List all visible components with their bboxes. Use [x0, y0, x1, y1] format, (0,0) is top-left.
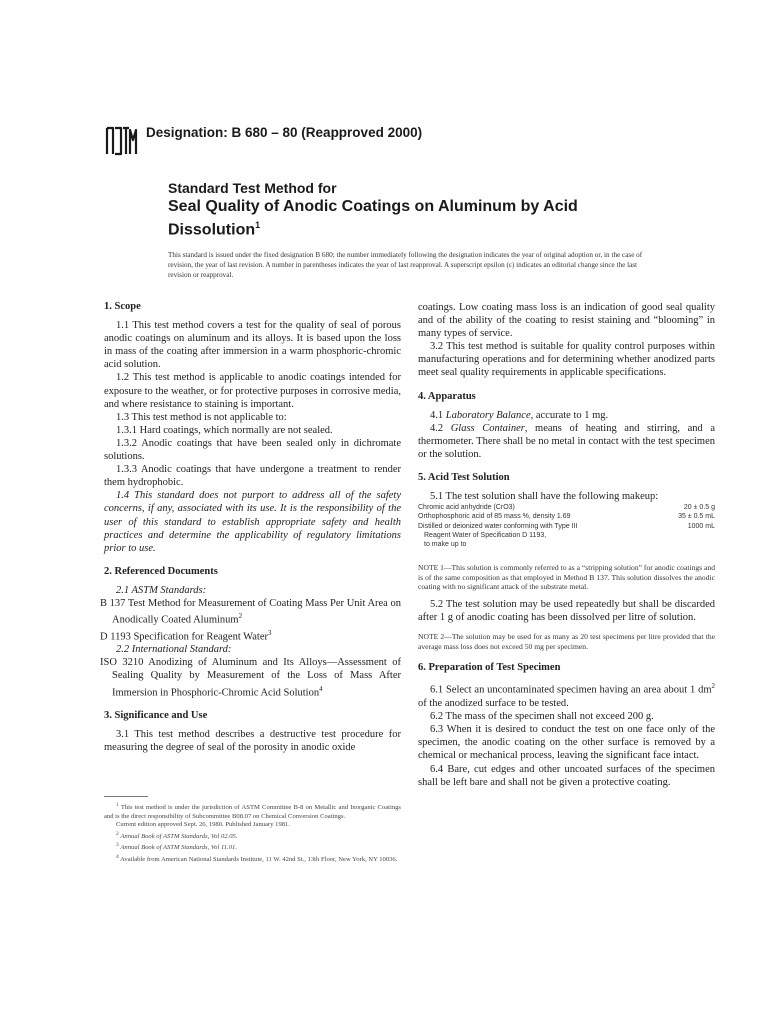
reference-iso3210-mark: 4	[319, 684, 323, 693]
section-3-heading: 3. Significance and Use	[104, 710, 208, 722]
note-2: NOTE 2—The solution may be used for as many as 20 test specimens per litre provided that the average mass loss does not exceed 50 mg per specimen.	[418, 632, 715, 651]
title-footnote-mark: 1	[255, 220, 261, 230]
designation: Designation: B 680 – 80 (Reapproved 2000)	[146, 125, 423, 140]
para-4-2-term: Glass Container	[450, 422, 525, 434]
recipe-value	[672, 531, 715, 549]
footnote-2-mark: 2	[116, 830, 119, 837]
recipe-value: 1000 mL	[687, 522, 715, 530]
recipe-row	[418, 503, 715, 512]
reference-iso3210	[100, 656, 401, 699]
footnote-4	[104, 853, 401, 865]
recipe-row	[418, 522, 715, 531]
title-line-1: Standard Test Method for	[168, 180, 337, 196]
footnote-2	[104, 830, 401, 842]
para-4-1-text: , accurate to 1 mg.	[530, 409, 609, 421]
footnote-4-text: Available from American National Standards Institute, 11 W. 42nd St., 13th Floor, New York, NY 10036.	[120, 856, 398, 864]
astm-logo-icon	[104, 124, 138, 158]
para-1-3: 1.3 This test method is not applicable to:	[116, 411, 287, 423]
footnote-3	[104, 841, 401, 853]
footnote-1	[104, 801, 401, 821]
section-6-heading: 6. Preparation of Test Specimen	[418, 662, 561, 674]
document-title	[168, 180, 638, 239]
para-4-2-number: 4.2	[430, 422, 444, 434]
reference-iso3210-text: ISO 3210 Anodizing of Aluminum and Its Alloys—Assessment of Sealing Quality by Measurement of the Loss of Mass After Immersion in Phosphoric-Chromic Acid Solution	[100, 657, 401, 699]
para-1-3-1: 1.3.1 Hard coatings, which normally are not sealed.	[116, 424, 333, 436]
recipe-value: 35 ± 0.5 mL	[678, 513, 715, 521]
para-4-1	[418, 409, 715, 422]
footnote-2-text: Annual Book of ASTM Standards, Vol 02.05.	[120, 833, 238, 840]
note-1: NOTE 1—This solution is commonly referred to as a “stripping solution” for anodic coatings and is of the same composition as that employed in Method B 137. This solution dissolves the anodic coating with no significant attack of the substrate metal.	[418, 563, 715, 592]
para-4-2	[418, 422, 715, 461]
para-3-1-continued: coatings. Low coating mass loss is an indication of good seal quality and of the ability of the coating to resist staining and “blooming” in many types of service.	[418, 302, 715, 340]
reference-b137-mark: 2	[238, 612, 243, 621]
para-3-2: 3.2 This test method is suitable for quality control purposes within manufacturing operations and for determining whether anodized parts meet seal quality requirements in applicable specifications.	[418, 341, 715, 379]
recipe-row	[418, 512, 715, 521]
para-6-1	[418, 680, 715, 710]
footnote-1-b: Current edition approved Sept. 26, 1980. Published January 1981.	[116, 821, 290, 829]
section-1-heading: 1. Scope	[104, 301, 141, 312]
footnote-1-text: This test method is under the jurisdiction of ASTM Committee B-8 on Metallic and Inorganic Coatings and is the direct responsibility of Subcommittee B08.07 on Chemical Conversion Coatings.	[104, 804, 401, 820]
para-6-1-text-a: 6.1 Select an uncontaminated specimen having an area about 1 dm	[430, 684, 712, 696]
section-4-heading: 4. Apparatus	[418, 390, 476, 402]
recipe-row	[418, 531, 715, 549]
recipe-item: Chromic acid anhydride (CrO3)	[418, 504, 515, 512]
footnotes	[104, 801, 401, 864]
left-column	[100, 300, 401, 865]
para-1-4: 1.4 This standard does not purport to address all of the safety concerns, if any, associated with its use. It is the responsibility of the user of this standard to establish appropriate safety and health practices and determine the applicability of regulatory limitations prior to use.	[104, 490, 401, 554]
para-2-1: 2.1 ASTM Standards:	[116, 584, 207, 596]
section-5-heading: 5. Acid Test Solution	[418, 472, 510, 484]
recipe-value: 20 ± 0.5 g	[683, 504, 715, 512]
reference-b137	[100, 597, 401, 627]
solution-recipe-table	[418, 503, 715, 549]
para-6-1-text-b: of the anodized surface to be tested.	[418, 698, 569, 710]
footnote-rule	[104, 796, 148, 797]
footnote-3-text: Annual Book of ASTM Standards, Vol 11.01.	[120, 844, 237, 852]
para-6-4: 6.4 Bare, cut edges and other uncoated surfaces of the specimen shall be left bare and shall not be given a protective coating.	[418, 763, 715, 788]
intro-paragraph: This standard is issued under the fixed designation B 680; the number immediately following the designation indicates the year of original adoption or, in the case of revision, the year of last revision. A number in parentheses indicates the year of last reapproval. A superscript epsilon (ε) indicates an editorial change since the last revision or reapproval.	[168, 251, 643, 279]
para-5-1: 5.1 The test solution shall have the following makeup:	[430, 491, 659, 503]
right-column	[418, 301, 715, 789]
reference-d1193	[100, 627, 401, 644]
para-4-1-term: Laboratory Balance	[445, 409, 531, 421]
para-1-2: 1.2 This test method is applicable to anodic coatings intended for exposure to the weather, or for protective purposes in corrosive media, and where resistance to staining is important.	[104, 372, 401, 410]
recipe-item: Reagent Water of Specification D 1193, to make up to	[424, 531, 547, 549]
para-1-3-3: 1.3.3 Anodic coatings that have undergone a treatment to render them hydrophobic.	[104, 464, 401, 489]
para-1-3-2: 1.3.2 Anodic coatings that have been sealed only in dichromate solutions.	[104, 437, 401, 463]
reference-d1193-mark: 3	[267, 628, 272, 637]
reference-b137-text: B 137 Test Method for Measurement of Coating Mass Per Unit Area on Anodically Coated Aluminum	[100, 597, 401, 626]
para-6-1-superscript: 2	[711, 682, 715, 691]
reference-d1193-text: D 1193 Specification for Reagent Water	[100, 631, 268, 643]
footnote-4-mark: 4	[116, 854, 119, 860]
para-5-2: 5.2 The test solution may be used repeatedly but shall be discarded after 1 g of anodic coating has been dissolved per litre of solution.	[418, 599, 715, 624]
para-4-2-text: , means of heating and stirring, and a thermometer. There shall be no metal in contact with the test specimen or the solution.	[418, 422, 715, 460]
footnote-1-mark: 1	[116, 802, 119, 809]
para-2-2: 2.2 International Standard:	[116, 644, 232, 656]
section-2-heading: 2. Referenced Documents	[104, 565, 218, 577]
para-1-1: 1.1 This test method covers a test for the quality of seal of porous anodic coatings on aluminum and its alloys. It is based upon the loss in mass of the coating after immersion in a warm phosphoric-chromic acid solution.	[104, 320, 401, 371]
para-4-1-number: 4.1	[430, 409, 444, 421]
para-6-3: 6.3 When it is desired to conduct the test on one face only of the specimen, the anodic coating on the other surface is removed by a chemical or mechanical process, leaving the significant face intact.	[418, 724, 715, 762]
title-line-2	[168, 197, 638, 239]
para-6-2: 6.2 The mass of the specimen shall not exceed 200 g.	[430, 711, 654, 723]
recipe-item: Distilled or deionized water conforming with Type III	[418, 522, 578, 530]
recipe-item: Orthophosphoric acid of 85 mass %, density 1.69	[418, 513, 571, 521]
title-main: Seal Quality of Anodic Coatings on Aluminum by Acid Dissolution	[168, 198, 578, 239]
para-3-1: 3.1 This test method describes a destructive test procedure for measuring the degree of seal of the porosity in anodic oxide	[104, 729, 401, 754]
footnote-3-mark: 3	[116, 842, 119, 849]
